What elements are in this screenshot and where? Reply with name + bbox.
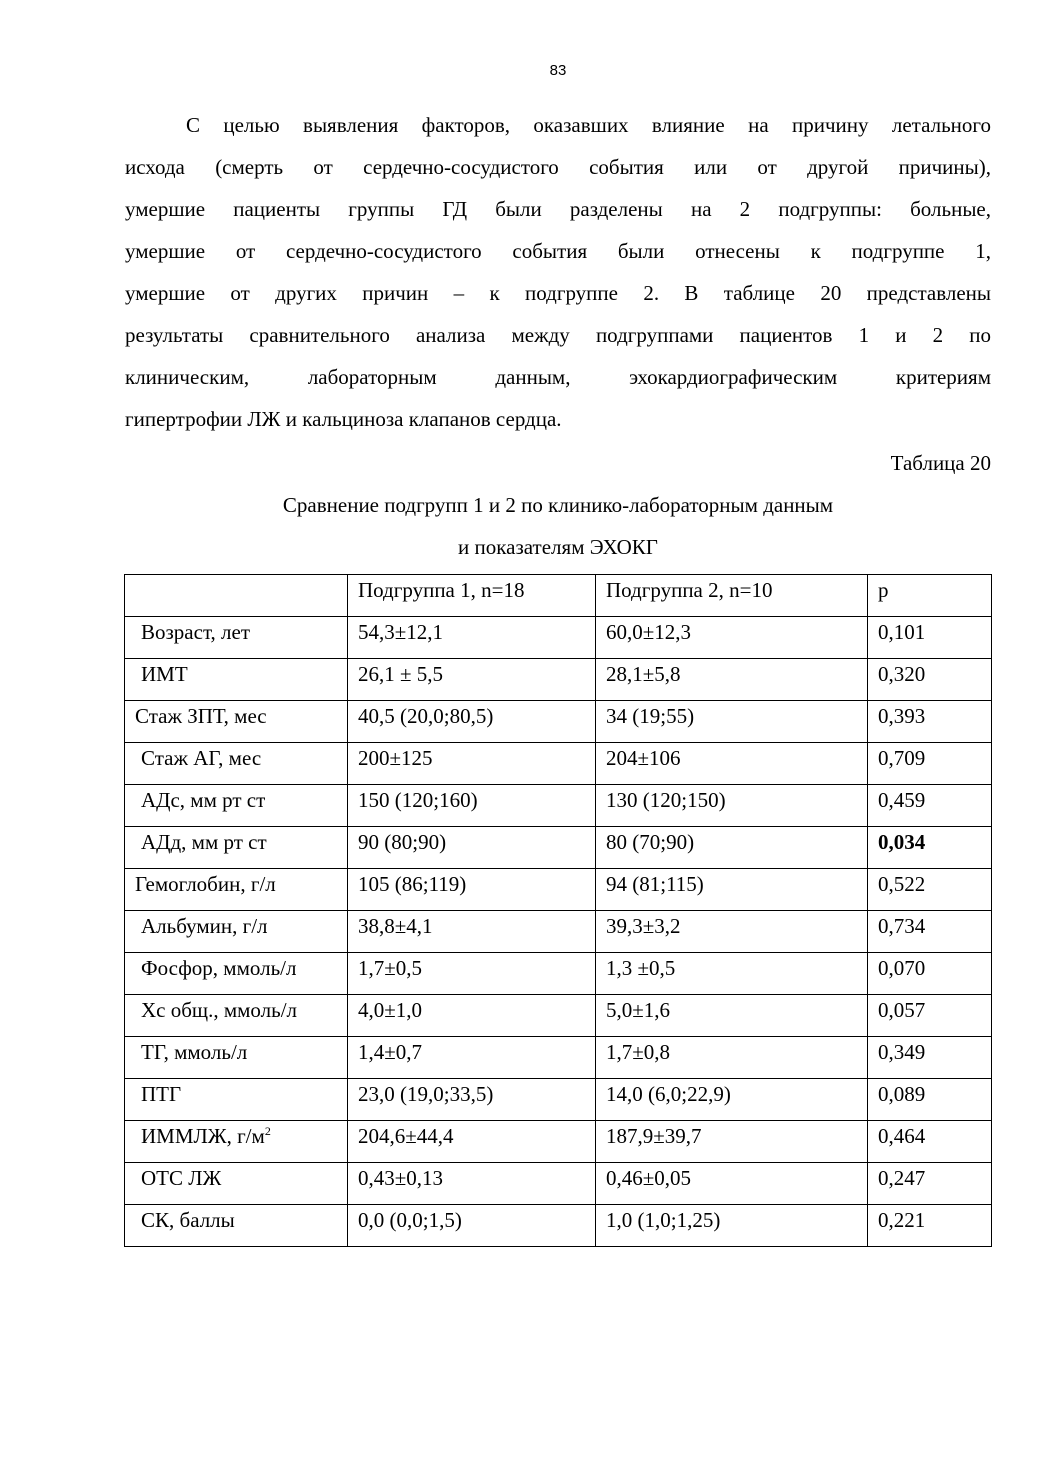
parameter-cell bbox=[125, 827, 348, 869]
header-cell-p: p bbox=[868, 575, 992, 617]
comparison-table bbox=[124, 574, 992, 1247]
subgroup-1-value-cell: 1,4±0,7 bbox=[348, 1037, 596, 1079]
paragraph-line: умершие от других причин – к подгруппе 2. В таблице 20 представлены bbox=[125, 281, 991, 305]
subgroup-2-value-cell: 1,0 (1,0;1,25) bbox=[596, 1205, 868, 1247]
parameter-cell bbox=[125, 785, 348, 827]
paragraph-line: умершие от сердечно-сосудистого события были отнесены к подгруппе 1, bbox=[125, 239, 991, 263]
subgroup-2-value-cell: 60,0±12,3 bbox=[596, 617, 868, 659]
p-value-cell: 0,070 bbox=[868, 953, 992, 995]
p-value-cell: 0,057 bbox=[868, 995, 992, 1037]
body-paragraph bbox=[125, 104, 991, 440]
table-row bbox=[125, 1205, 992, 1247]
parameter-cell bbox=[125, 995, 348, 1037]
table-row bbox=[125, 1037, 992, 1079]
paragraph-line: С целью выявления факторов, оказавших влияние на причину летального bbox=[186, 113, 991, 137]
parameter-label: Хс общ., ммоль/л bbox=[141, 998, 298, 1022]
parameter-label: Стаж ЗПТ, мес bbox=[135, 704, 267, 728]
subgroup-1-value-cell: 26,1 ± 5,5 bbox=[348, 659, 596, 701]
subgroup-1-value-cell: 150 (120;160) bbox=[348, 785, 596, 827]
parameter-label: Фосфор, ммоль/л bbox=[141, 956, 297, 980]
subgroup-1-value-cell: 105 (86;119) bbox=[348, 869, 596, 911]
p-value-cell: 0,464 bbox=[868, 1121, 992, 1163]
parameter-label: ТГ, ммоль/л bbox=[141, 1040, 248, 1064]
parameter-cell bbox=[125, 1079, 348, 1121]
table-row bbox=[125, 743, 992, 785]
paragraph-line: клиническим, лабораторным данным, эхокардиографическим критериям bbox=[125, 365, 991, 389]
table-row bbox=[125, 953, 992, 995]
subgroup-2-value-cell: 187,9±39,7 bbox=[596, 1121, 868, 1163]
subgroup-2-value-cell: 28,1±5,8 bbox=[596, 659, 868, 701]
parameter-label: ОТС ЛЖ bbox=[141, 1166, 222, 1190]
parameter-cell bbox=[125, 743, 348, 785]
header-cell-subgroup-2: Подгруппа 2, n=10 bbox=[596, 575, 868, 617]
subgroup-1-value-cell: 90 (80;90) bbox=[348, 827, 596, 869]
p-value-cell: 0,221 bbox=[868, 1205, 992, 1247]
p-value-cell: 0,247 bbox=[868, 1163, 992, 1205]
table-header-row bbox=[125, 575, 992, 617]
paragraph-line: гипертрофии ЛЖ и кальциноза клапанов сердца. bbox=[125, 407, 562, 431]
parameter-label: ПТГ bbox=[141, 1082, 182, 1106]
table-row bbox=[125, 701, 992, 743]
table-row bbox=[125, 1121, 992, 1163]
subgroup-1-value-cell: 204,6±44,4 bbox=[348, 1121, 596, 1163]
subgroup-2-value-cell: 204±106 bbox=[596, 743, 868, 785]
subgroup-1-value-cell: 54,3±12,1 bbox=[348, 617, 596, 659]
parameter-label: Возраст, лет bbox=[141, 620, 251, 644]
subgroup-2-value-cell: 130 (120;150) bbox=[596, 785, 868, 827]
parameter-cell bbox=[125, 659, 348, 701]
table-row bbox=[125, 827, 992, 869]
parameter-label: Гемоглобин, г/л bbox=[135, 872, 276, 896]
p-value-cell: 0,320 bbox=[868, 659, 992, 701]
p-value-cell: 0,393 bbox=[868, 701, 992, 743]
parameter-label: Альбумин, г/л bbox=[141, 914, 268, 938]
parameter-label: АДс, мм рт ст bbox=[141, 788, 266, 812]
subgroup-2-value-cell: 34 (19;55) bbox=[596, 701, 868, 743]
subgroup-1-value-cell: 38,8±4,1 bbox=[348, 911, 596, 953]
parameter-superscript: 2 bbox=[264, 1124, 271, 1138]
p-value-cell: 0,459 bbox=[868, 785, 992, 827]
parameter-label: Стаж АГ, мес bbox=[141, 746, 262, 770]
p-value-cell: 0,349 bbox=[868, 1037, 992, 1079]
parameter-label: ИММЛЖ, г/м bbox=[141, 1124, 265, 1148]
p-value-cell: 0,101 bbox=[868, 617, 992, 659]
parameter-cell bbox=[125, 869, 348, 911]
subgroup-2-value-cell: 80 (70;90) bbox=[596, 827, 868, 869]
table-row bbox=[125, 1163, 992, 1205]
paragraph-line: результаты сравнительного анализа между подгруппами пациентов 1 и 2 по bbox=[125, 323, 991, 347]
table-row bbox=[125, 1079, 992, 1121]
table-row bbox=[125, 869, 992, 911]
p-value-cell: 0,709 bbox=[868, 743, 992, 785]
header-cell-empty bbox=[125, 575, 348, 617]
parameter-cell bbox=[125, 1121, 348, 1163]
table-row bbox=[125, 617, 992, 659]
table-body bbox=[125, 575, 992, 1247]
subgroup-2-value-cell: 5,0±1,6 bbox=[596, 995, 868, 1037]
p-value-cell: 0,734 bbox=[868, 911, 992, 953]
parameter-cell bbox=[125, 953, 348, 995]
subgroup-2-value-cell: 39,3±3,2 bbox=[596, 911, 868, 953]
parameter-cell bbox=[125, 1037, 348, 1079]
caption-line: Сравнение подгрупп 1 и 2 по клинико-лабораторным данным bbox=[282, 493, 834, 517]
parameter-label: СК, баллы bbox=[141, 1208, 235, 1232]
subgroup-2-value-cell: 1,3 ±0,5 bbox=[596, 953, 868, 995]
parameter-cell bbox=[125, 1205, 348, 1247]
p-value-cell: 0,034 bbox=[868, 827, 992, 869]
p-value-cell: 0,089 bbox=[868, 1079, 992, 1121]
subgroup-1-value-cell: 0,0 (0,0;1,5) bbox=[348, 1205, 596, 1247]
subgroup-2-value-cell: 1,7±0,8 bbox=[596, 1037, 868, 1079]
subgroup-1-value-cell: 200±125 bbox=[348, 743, 596, 785]
subgroup-1-value-cell: 1,7±0,5 bbox=[348, 953, 596, 995]
subgroup-1-value-cell: 4,0±1,0 bbox=[348, 995, 596, 1037]
header-cell-subgroup-1: Подгруппа 1, n=18 bbox=[348, 575, 596, 617]
parameter-label: ИМТ bbox=[141, 662, 188, 686]
subgroup-1-value-cell: 0,43±0,13 bbox=[348, 1163, 596, 1205]
paragraph-line: умершие пациенты группы ГД были разделены на 2 подгруппы: больные, bbox=[125, 197, 991, 221]
table-row bbox=[125, 995, 992, 1037]
page-number: 83 bbox=[549, 62, 567, 79]
parameter-label: АДд, мм рт ст bbox=[141, 830, 267, 854]
parameter-cell bbox=[125, 617, 348, 659]
parameter-cell bbox=[125, 911, 348, 953]
parameter-cell bbox=[125, 1163, 348, 1205]
p-value-cell: 0,522 bbox=[868, 869, 992, 911]
table-row bbox=[125, 659, 992, 701]
parameter-cell bbox=[125, 701, 348, 743]
subgroup-1-value-cell: 40,5 (20,0;80,5) bbox=[348, 701, 596, 743]
subgroup-2-value-cell: 94 (81;115) bbox=[596, 869, 868, 911]
table-row bbox=[125, 911, 992, 953]
subgroup-2-value-cell: 14,0 (6,0;22,9) bbox=[596, 1079, 868, 1121]
caption-line: и показателям ЭХОКГ bbox=[458, 535, 658, 559]
table-caption bbox=[125, 484, 991, 568]
table-label: Таблица 20 bbox=[890, 451, 991, 475]
table-row bbox=[125, 785, 992, 827]
subgroup-2-value-cell: 0,46±0,05 bbox=[596, 1163, 868, 1205]
paragraph-line: исхода (смерть от сердечно-сосудистого события или от другой причины), bbox=[125, 155, 991, 179]
subgroup-1-value-cell: 23,0 (19,0;33,5) bbox=[348, 1079, 596, 1121]
